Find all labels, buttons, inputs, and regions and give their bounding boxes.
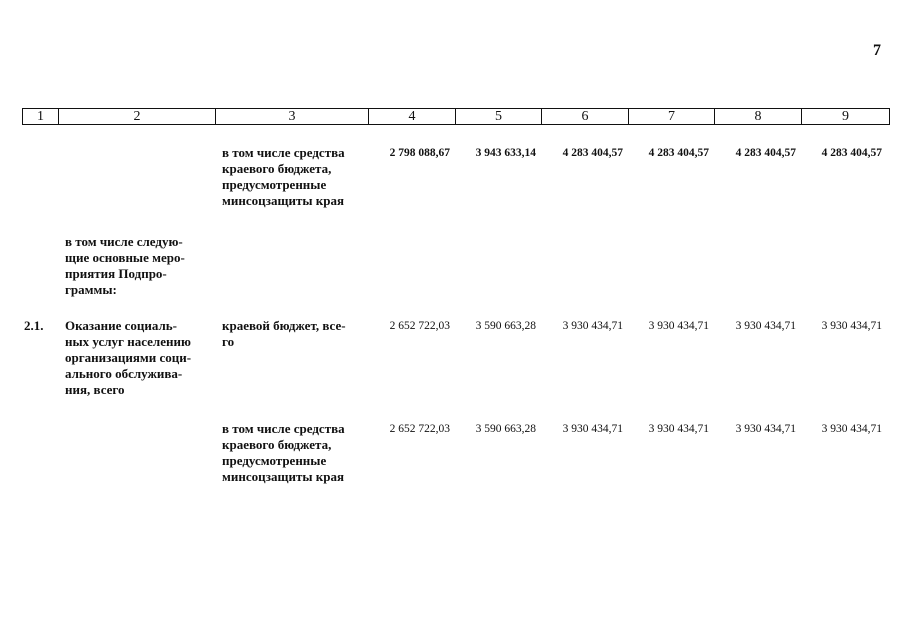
value-cell: 3 930 434,71 — [562, 320, 623, 332]
value-cell: 3 930 434,71 — [735, 423, 796, 435]
value-cell: 3 930 434,71 — [821, 423, 882, 435]
column-header-5: 5 — [456, 109, 542, 125]
page-number: 7 — [873, 42, 881, 59]
row-name-text: Оказание социаль- ных услуг населению организациями соци- ального обслужива- ния, всего — [65, 318, 192, 397]
column-header-4: 4 — [369, 109, 456, 125]
value-cell: 3 930 434,71 — [648, 320, 709, 332]
value-cell: 2 652 722,03 — [389, 423, 450, 435]
row-source-text: в том числе средства краевого бюджета, предусмотренные минсоцзащиты края — [222, 145, 345, 208]
row-source-text: краевой бюджет, все- го — [222, 318, 346, 349]
column-header-7: 7 — [629, 109, 715, 125]
value-cell: 4 283 404,57 — [821, 147, 882, 159]
value-cell: 2 652 722,03 — [389, 320, 450, 332]
column-header-row — [22, 108, 890, 125]
value-cell: 3 930 434,71 — [562, 423, 623, 435]
value-cell: 3 930 434,71 — [821, 320, 882, 332]
value-cell: 3 930 434,71 — [648, 423, 709, 435]
column-header-9: 9 — [802, 109, 890, 125]
column-header-6: 6 — [542, 109, 629, 125]
column-header-1: 1 — [23, 109, 59, 125]
column-header-3: 3 — [216, 109, 369, 125]
value-cell: 2 798 088,67 — [389, 147, 450, 159]
value-cell: 3 930 434,71 — [735, 320, 796, 332]
row-name-text: в том числе следую- щие основные меро- приятия Подпро- граммы: — [65, 234, 185, 297]
row-id: 2.1. — [24, 318, 44, 333]
value-cell: 3 590 663,28 — [475, 320, 536, 332]
column-header-8: 8 — [715, 109, 802, 125]
value-cell: 4 283 404,57 — [735, 147, 796, 159]
row-source-text: в том числе средства краевого бюджета, предусмотренные минсоцзащиты края — [222, 421, 345, 484]
value-cell: 3 943 633,14 — [475, 147, 536, 159]
column-header-2: 2 — [59, 109, 216, 125]
value-cell: 3 590 663,28 — [475, 423, 536, 435]
value-cell: 4 283 404,57 — [562, 147, 623, 159]
value-cell: 4 283 404,57 — [648, 147, 709, 159]
